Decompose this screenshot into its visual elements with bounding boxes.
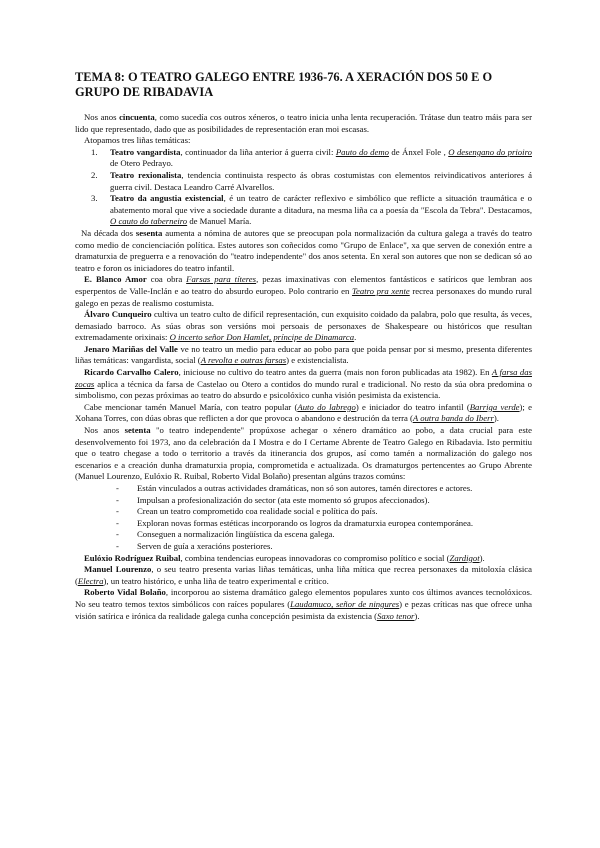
author-name: Jenaro Mariñas del Valle (84, 343, 178, 354)
author-paragraph: Eulóxio Rodríguez Ruibal, combina tendencias europeas innovadoras co compromiso político e social (Zardigot). (84, 552, 485, 563)
work-title: O desengano do prioiro (448, 146, 532, 157)
author-name: Eulóxio Rodríguez Ruibal (84, 552, 181, 563)
list-item: - Crean un teatro comprometido coa realidade social e política do país. (137, 506, 532, 518)
work-title: O cauto do taberneiro (110, 216, 188, 227)
author-name: Álvaro Cunqueiro (84, 309, 152, 320)
work-title: Barriga verde (469, 401, 520, 412)
author-paragraph: Roberto Vidal Bolaño, incorporou ao sistema dramático galego elementos populares xunto cos últimos avances tecnolóxicos. No seu teatro temos textos simbólicos con raíces populares (Laudamuco, señor de ningures) e pezas críticas nas que ofrece unha visión satírica e irónica da realidade galega cunha concepción pesimista da existencia (Saxo tenor). (75, 587, 533, 621)
author-paragraph: Cabe mencionar tamén Manuel María, con teatro popular (Auto do labrego) e iniciador do teatro infantil (Barriga verde); e Xohana Torres, con dúas obras que reflicten a dor que provoca o abandono e destrución da terra (A outra banda do Iberr). (75, 401, 532, 424)
author-name: Ricardo Carvalho Calero (84, 367, 179, 378)
author-name: E. Blanco Amor (84, 274, 147, 285)
work-title: Saxo tenor (377, 610, 415, 621)
list-item: - Impulsan a profesionalización do sector (ata este momento só grupos afeccionados). (137, 495, 532, 507)
author-paragraph: Álvaro Cunqueiro cultiva un teatro culto de difícil representación, cun exquisito coidado da palabra, polo que resulta, ás veces, demasiado barroco. As súas obras son versións moi persoais de personaxes de Shakespeare ou históricos que resultan extremadamente orixinais: O incerto señor Don Hamlet, príncipe de Dinamarca. (75, 309, 532, 343)
theme-item: 2. Teatro rexionalista, tendencia continuista respecto ás obras costumistas con elementos reivindicativos anteriores á guerra civil. Destaca Leandro Carré Alvarellos. (91, 169, 532, 192)
author-paragraph: Manuel Lourenzo, o seu teatro presenta varias liñas temáticas, unha liña mítica que recrea personaxes da mitoloxía clásica (Electra), un teatro histórico, e unha liña de teatro experimental e crítico. (75, 564, 532, 586)
author-paragraph: Ricardo Carvalho Calero, iniciouse no cultivo do teatro antes da guerra (mais non foron publicadas ata 1982). En A farsa das zocas aplica a técnica da farsa de Castelao ou Otero a contidos do mundo rural e tradicional. No resto da súa obra predomina o simbolismo, con pezas próximas ao teatro do absurdo e psicolóxico cunha visión pesimista da existencia. (75, 367, 532, 401)
decade-term: sesenta (135, 227, 163, 238)
work-title: A farsa das zocas (75, 367, 532, 389)
traits-list (75, 483, 532, 553)
list-item: - Serven de guía a xeracións posteriores. (137, 541, 532, 553)
work-title: Electra (77, 575, 104, 586)
themes-intro: Atopamos tres liñas temáticas: (84, 135, 191, 146)
work-title: Laudamuco, señor de ningures (290, 598, 400, 609)
work-title: A outra banda do Iberr (412, 413, 494, 424)
work-title: Zardigot (449, 552, 480, 563)
work-title: Auto do labrego (297, 401, 356, 412)
work-title: Farsas para títeres (186, 274, 257, 285)
sesenta-paragraph: Na década dos sesenta aumenta a nómina de autores que se preocupan pola normalización da cultura galega a través do teatro como medio de concienciación política. Estes autores son coñecidos como "Grupo de Enlace", xa que serven de conexión entre a dramaturxia de preguerra e a renovación do "teatro independente" dos anos setenta. En xeral son autores que non se dedican só ao teatro e foron os iniciadores do teatro infantil. (75, 227, 532, 273)
author-name: Manuel Lourenzo (84, 564, 152, 575)
document-title: TEMA 8: O TEATRO GALEGO ENTRE 1936-76. A XERACIÓN DOS 50 E O GRUPO DE RIBADAVIA (75, 70, 493, 99)
author-paragraph: E. Blanco Amor coa obra Farsas para títeres, pezas imaxinativas con elementos fantásticos e satíricos que lembran aos esperpentos de Valle-Inclán e ao teatro do absurdo europeo. Polo contrario en Teatro pra xente recrea personaxes do mundo rural galego en pezas de realismo costumista. (75, 274, 532, 308)
work-title: Pauto do demo (335, 146, 389, 157)
work-title: A revolta e outras farsas (200, 355, 287, 366)
intro-paragraph: Nos anos cincuenta, como sucedía cos outros xéneros, o teatro inicia unha lenta recuperación. Trátase dun teatro máis para ser lido que representado, dado que as posibilidades de representación eran moi escasas. (75, 112, 532, 134)
work-title: Teatro pra xente (351, 285, 410, 296)
work-title: O incerto señor Don Hamlet, príncipe de Dinamarca (169, 332, 355, 343)
themes-list (75, 147, 532, 228)
list-item: - Conseguen a normalización lingüística da escena galega. (137, 529, 532, 541)
author-paragraph: Jenaro Mariñas del Valle ve no teatro un medio para educar ao pobo para que poida pensar por si mesmo, presenta diferentes liñas temáticas: vangardista, social (A revolta e outras farsas) e existencialista. (75, 343, 533, 366)
theme-item: 3. Teatro da angustia existencial, é un teatro de carácter reflexivo e simbólico que reflicte a situación traumática e o abatemento moral que vive a sociedade durante a ditadura, na mesma liña ca a poesía da "Escola da Tebra". Destacamos, O cauto do taberneiro de Manuel María. (91, 193, 532, 227)
decade-term: cincuenta (119, 112, 155, 122)
list-item: - Están vinculados a outras actividades dramáticas, non só son autores, tamén directores e actores. (137, 483, 532, 495)
theme-item: 1. Teatro vangardista, continuador da liña anterior á guerra civil: Pauto do demo de Ánxel Fole , O desengano do prioiro de Otero Pedrayo. (91, 146, 532, 169)
decade-term: setenta (124, 425, 151, 436)
author-name: Roberto Vidal Bolaño (84, 587, 166, 598)
list-item: - Exploran novas formas estéticas incorporando os logros da dramaturxia europea contemporánea. (137, 518, 532, 530)
setenta-paragraph: Nos anos setenta "o teatro independente" propúxose achegar o xénero dramático ao pobo, a data crucial para este desenvolvemento foi 1973, ano da celebración da I Mostra e do I Certame Abrente de Teatro Galego en Ribadavia. Isto permitiu que o teatro chegase a todo o territorio a través da itinerancia dos grupos, así como tamén a normalización do galego nos escenarios e a creación dunha dramaturxia propia, comprometida e actualizada. Os dramaturgos pertencentes ao Grupo Abrente (Manuel Lourenzo, Eulóxio R. Ruibal, Roberto Vidal Bolaño) presentan algúns trazos comúns: (75, 425, 532, 482)
